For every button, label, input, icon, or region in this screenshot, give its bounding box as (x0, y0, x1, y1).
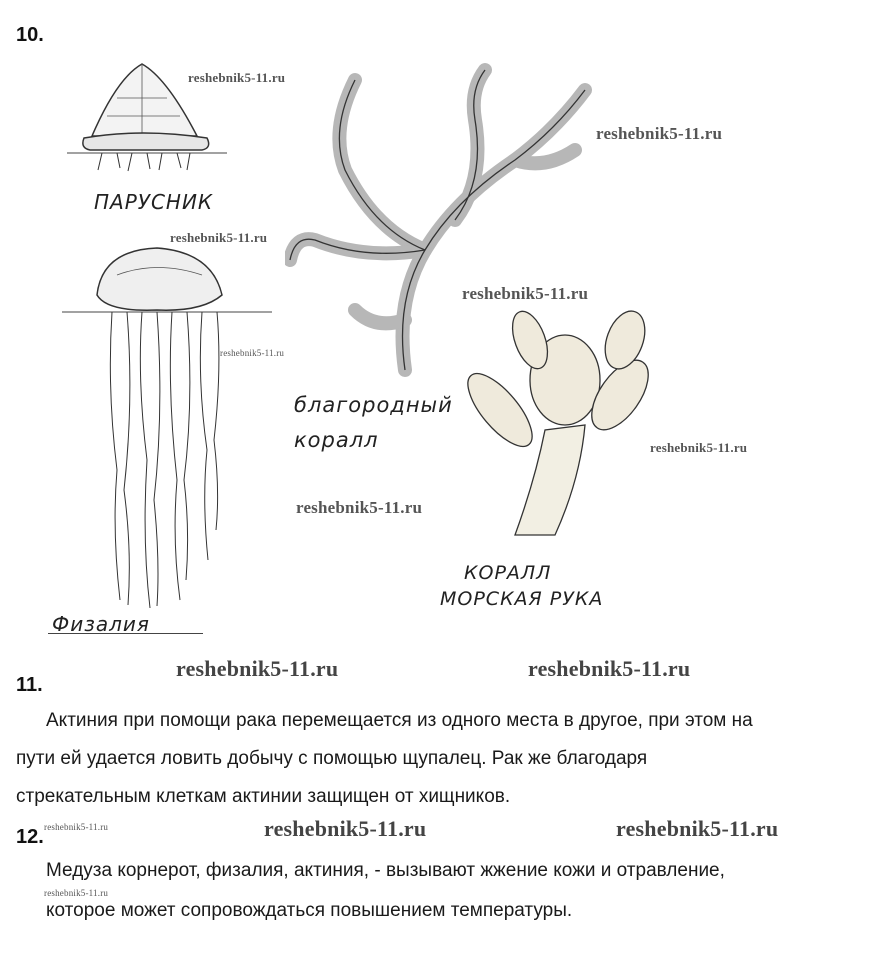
watermark: reshebnik5-11.ru (220, 348, 285, 358)
section-11-line-1: Актиния при помощи рака перемещается из одного места в другое, при этом на (46, 710, 753, 731)
section-12-line-1: Медуза корнерот, физалия, актиния, - вызывают жжение кожи и отравление, (46, 860, 725, 881)
parusnik-label: ПАРУСНИК (94, 190, 214, 214)
blagorodny-label-line2: коралл (294, 428, 379, 452)
watermark: reshebnik5-11.ru (188, 70, 286, 85)
watermark: reshebnik5-11.ru (650, 440, 748, 455)
section-12-number: 12. (16, 826, 44, 848)
korall-label-line2: МОРСКАЯ РУКА (440, 588, 604, 610)
watermark: reshebnik5-11.ru (462, 284, 589, 303)
watermark: reshebnik5-11.ru (170, 230, 268, 245)
watermark: reshebnik5-11.ru (616, 816, 779, 841)
watermark: reshebnik5-11.ru (176, 656, 339, 681)
watermark: reshebnik5-11.ru (264, 816, 427, 841)
section-10-number: 10. (16, 24, 44, 46)
korall-label-line1: КОРАЛЛ (464, 562, 552, 584)
watermark: reshebnik5-11.ru (528, 656, 691, 681)
fizaliya-illustration (62, 240, 272, 610)
section-12-line-2: которое может сопровождаться повышением температуры. (46, 900, 573, 921)
section-11-line-2: пути ей удается ловить добычу с помощью щупалец. Рак же благодаря (16, 748, 648, 769)
watermark: reshebnik5-11.ru (44, 822, 109, 832)
watermark: reshebnik5-11.ru (44, 888, 109, 898)
fizaliya-label: Физалия (52, 612, 150, 636)
blagorodny-label-line1: благородный (294, 393, 453, 417)
watermark: reshebnik5-11.ru (596, 124, 723, 143)
fizaliya-underline (48, 633, 203, 634)
section-11-number: 11. (16, 674, 43, 696)
section-11-line-3: стрекательным клеткам актинии защищен от хищников. (16, 786, 511, 807)
watermark: reshebnik5-11.ru (296, 498, 423, 517)
korall-morskaya-ruka-illustration (455, 300, 675, 540)
